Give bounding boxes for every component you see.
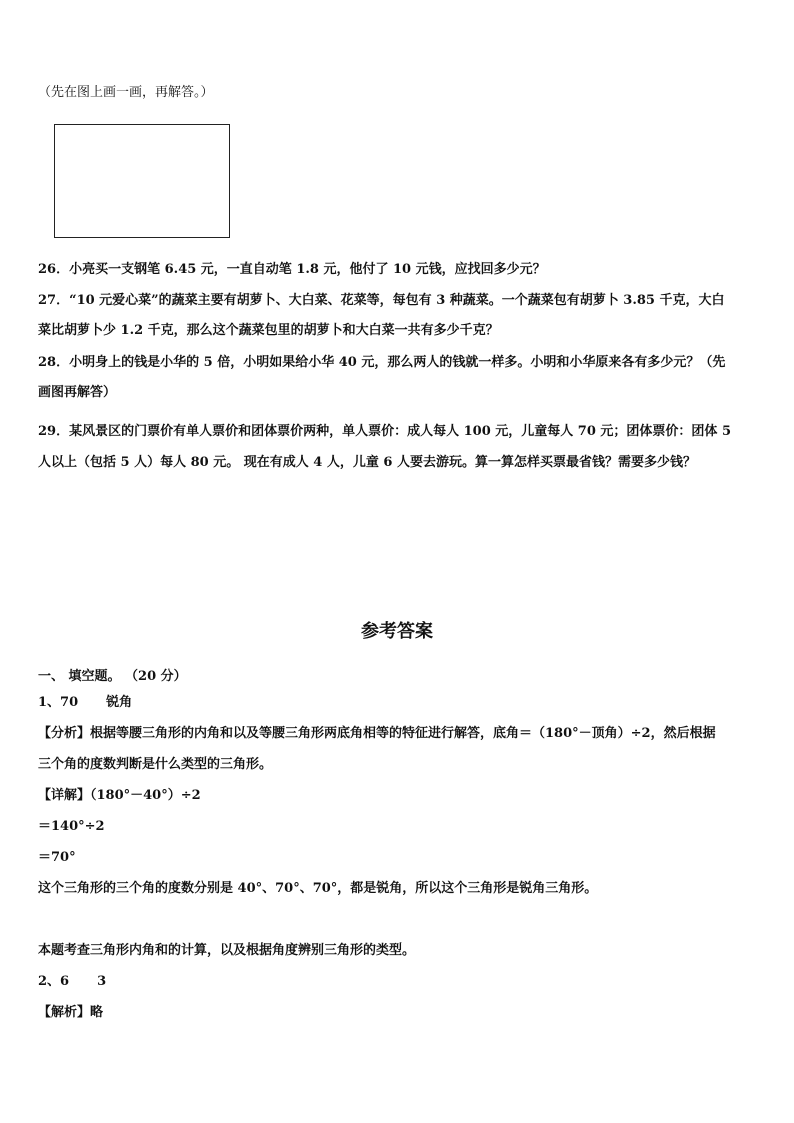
detail-line-1: 【详解】（180°－40°）÷2 <box>38 788 201 803</box>
question-29-line-1: 29．某风景区的门票价有单人票价和团体票价两种，单人票价：成人每人 100 元，儿童每人 70 元；团体票价：团体 5 <box>38 424 731 439</box>
question-29-line-2: 人以上（包括 5 人）每人 80 元。 现在有成人 4 人，儿童 6 人要去游玩。算一算怎样买票最省钱？需要多少钱？ <box>38 455 696 470</box>
conclusion: 这个三角形的三个角的度数分别是 40°、70°、70°，都是锐角，所以这个三角形是锐角三角形。 <box>38 881 598 896</box>
question-27-line-1: 27．“10 元爱心菜”的蔬菜主要有胡萝卜、大白菜、花菜等，每包有 3 种蔬菜。一个蔬菜包有胡萝卜 3.85 千克，大白 <box>38 293 725 308</box>
question-27-line-2: 菜比胡萝卜少 1.2 千克，那么这个蔬菜包里的胡萝卜和大白菜一共有多少千克？ <box>38 323 499 338</box>
answer-2-note: 【解析】略 <box>38 1005 104 1020</box>
question-26: 26．小亮买一支钢笔 6.45 元，一直自动笔 1.8 元，他付了 10 元钱，应找回多少元？ <box>38 262 546 277</box>
analysis-line-1: 【分析】根据等腰三角形的内角和以及等腰三角形两底角相等的特征进行解答，底角＝（180°－顶角）÷2，然后根据 <box>38 726 716 741</box>
analysis-line-2: 三个角的度数判断是什么类型的三角形。 <box>38 757 273 772</box>
drawing-instruction: （先在图上画一画，再解答。） <box>38 85 214 100</box>
answer-2-label: 2、6 <box>38 974 70 989</box>
drawing-area[interactable] <box>54 124 230 238</box>
section-heading: 一、 填空题。 （20 分） <box>38 669 187 684</box>
answer-key-title: 参考答案 <box>361 621 433 642</box>
question-28-line-1: 28．小明身上的钱是小华的 5 倍，小明如果给小华 40 元，那么两人的钱就一样多。小明和小华原来各有多少元？（先 <box>38 355 726 370</box>
answer-1 <box>38 694 132 712</box>
detail-line-2: ＝140°÷2 <box>38 819 105 834</box>
answer-2 <box>38 973 106 991</box>
answer-2-value: 3 <box>97 974 107 989</box>
question-28-line-2: 画图再解答） <box>38 385 117 400</box>
summary: 本题考查三角形内角和的计算，以及根据角度辨别三角形的类型。 <box>38 943 416 958</box>
answer-1-label: 1、70 <box>38 695 79 710</box>
detail-line-3: ＝70° <box>38 850 76 865</box>
answer-1-value: 锐角 <box>106 695 133 710</box>
